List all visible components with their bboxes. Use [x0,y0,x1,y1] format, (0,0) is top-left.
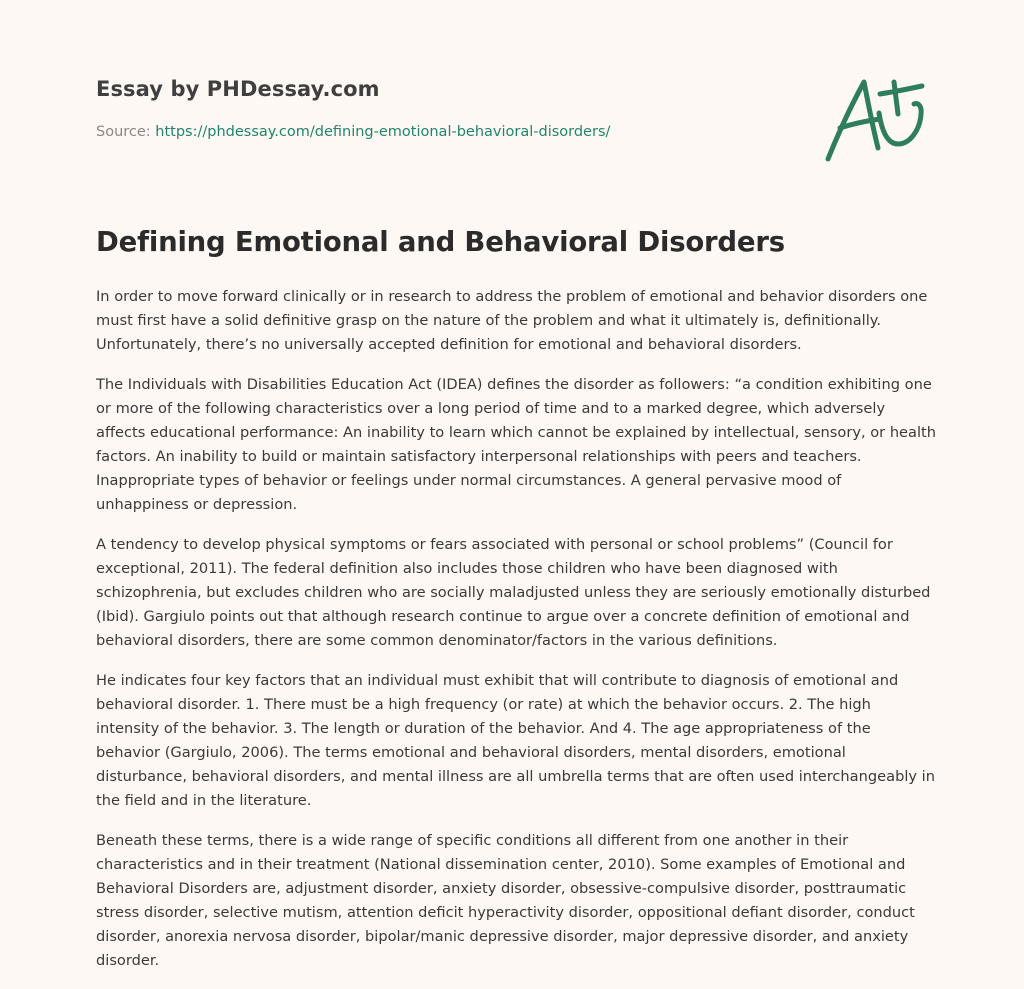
source-line [96,124,610,140]
source-label: Source: [96,124,151,140]
a-plus-grade-icon [818,64,930,168]
article-body [96,285,936,989]
article-title: Defining Emotional and Behavioral Disorders [96,226,785,258]
paragraph: Beneath these terms, there is a wide range of specific conditions all different from one another in their characteristics and in their treatment (National dissemination center, 2010). Some examples of Emotional and Behavioral Disorders are, adjustment disorder, anxiety disorder, obsessive-compulsive disorder, posttraumatic stress disorder, selective mutism, attention deficit hyperactivity disorder, oppositional defiant disorder, conduct disorder, anorexia nervosa disorder, bipolar/manic depressive disorder, major depressive disorder, and anxiety disorder. [96,832,915,969]
paragraph: A tendency to develop physical symptoms or fears associated with personal or school problems” (Council for exceptional, 2011). The federal definition also includes those children who have been diagnosed with schizophrenia, but excludes children who are socially maladjusted unless they are seriously emotionally disturbed (Ibid). Gargiulo points out that although research continue to argue over a concrete definition of emotional and behavioral disorders, there are some common denominator/factors in the various definitions. [96,536,931,649]
paragraph: He indicates four key factors that an individual must exhibit that will contribute to diagnosis of emotional and behavioral disorder. 1. There must be a high frequency (or rate) at which the behavior occurs. 2. The high intensity of the behavior. 3. The length or duration of the behavior. And 4. The age appropriateness of the behavior (Gargiulo, 2006). The terms emotional and behavioral disorders, mental disorders, emotional disturbance, behavioral disorders, and mental illness are all umbrella terms that are often used interchangeably in the field and in the literature. [96,672,935,809]
paragraph: In order to move forward clinically or in research to address the problem of emotional and behavior disorders one must first have a solid definitive grasp on the nature of the problem and what it ultimately is, definitionally. Unfortunately, there’s no universally accepted definition for emotional and behavioral disorders. [96,288,928,353]
site-brand: Essay by PHDessay.com [96,77,380,101]
source-link[interactable]: https://phdessay.com/defining-emotional-behavioral-disorders/ [155,124,611,140]
paragraph: The Individuals with Disabilities Education Act (IDEA) defines the disorder as followers: “a condition exhibiting one or more of the following characteristics over a long period of time and to a marked degree, which adversely affects educational performance: An inability to learn which cannot be explained by intellectual, sensory, or health factors. An inability to build or maintain satisfactory interpersonal relationships with peers and teachers. Inappropriate types of behavior or feelings under normal circumstances. A general pervasive mood of unhappiness or depression. [96,376,937,513]
